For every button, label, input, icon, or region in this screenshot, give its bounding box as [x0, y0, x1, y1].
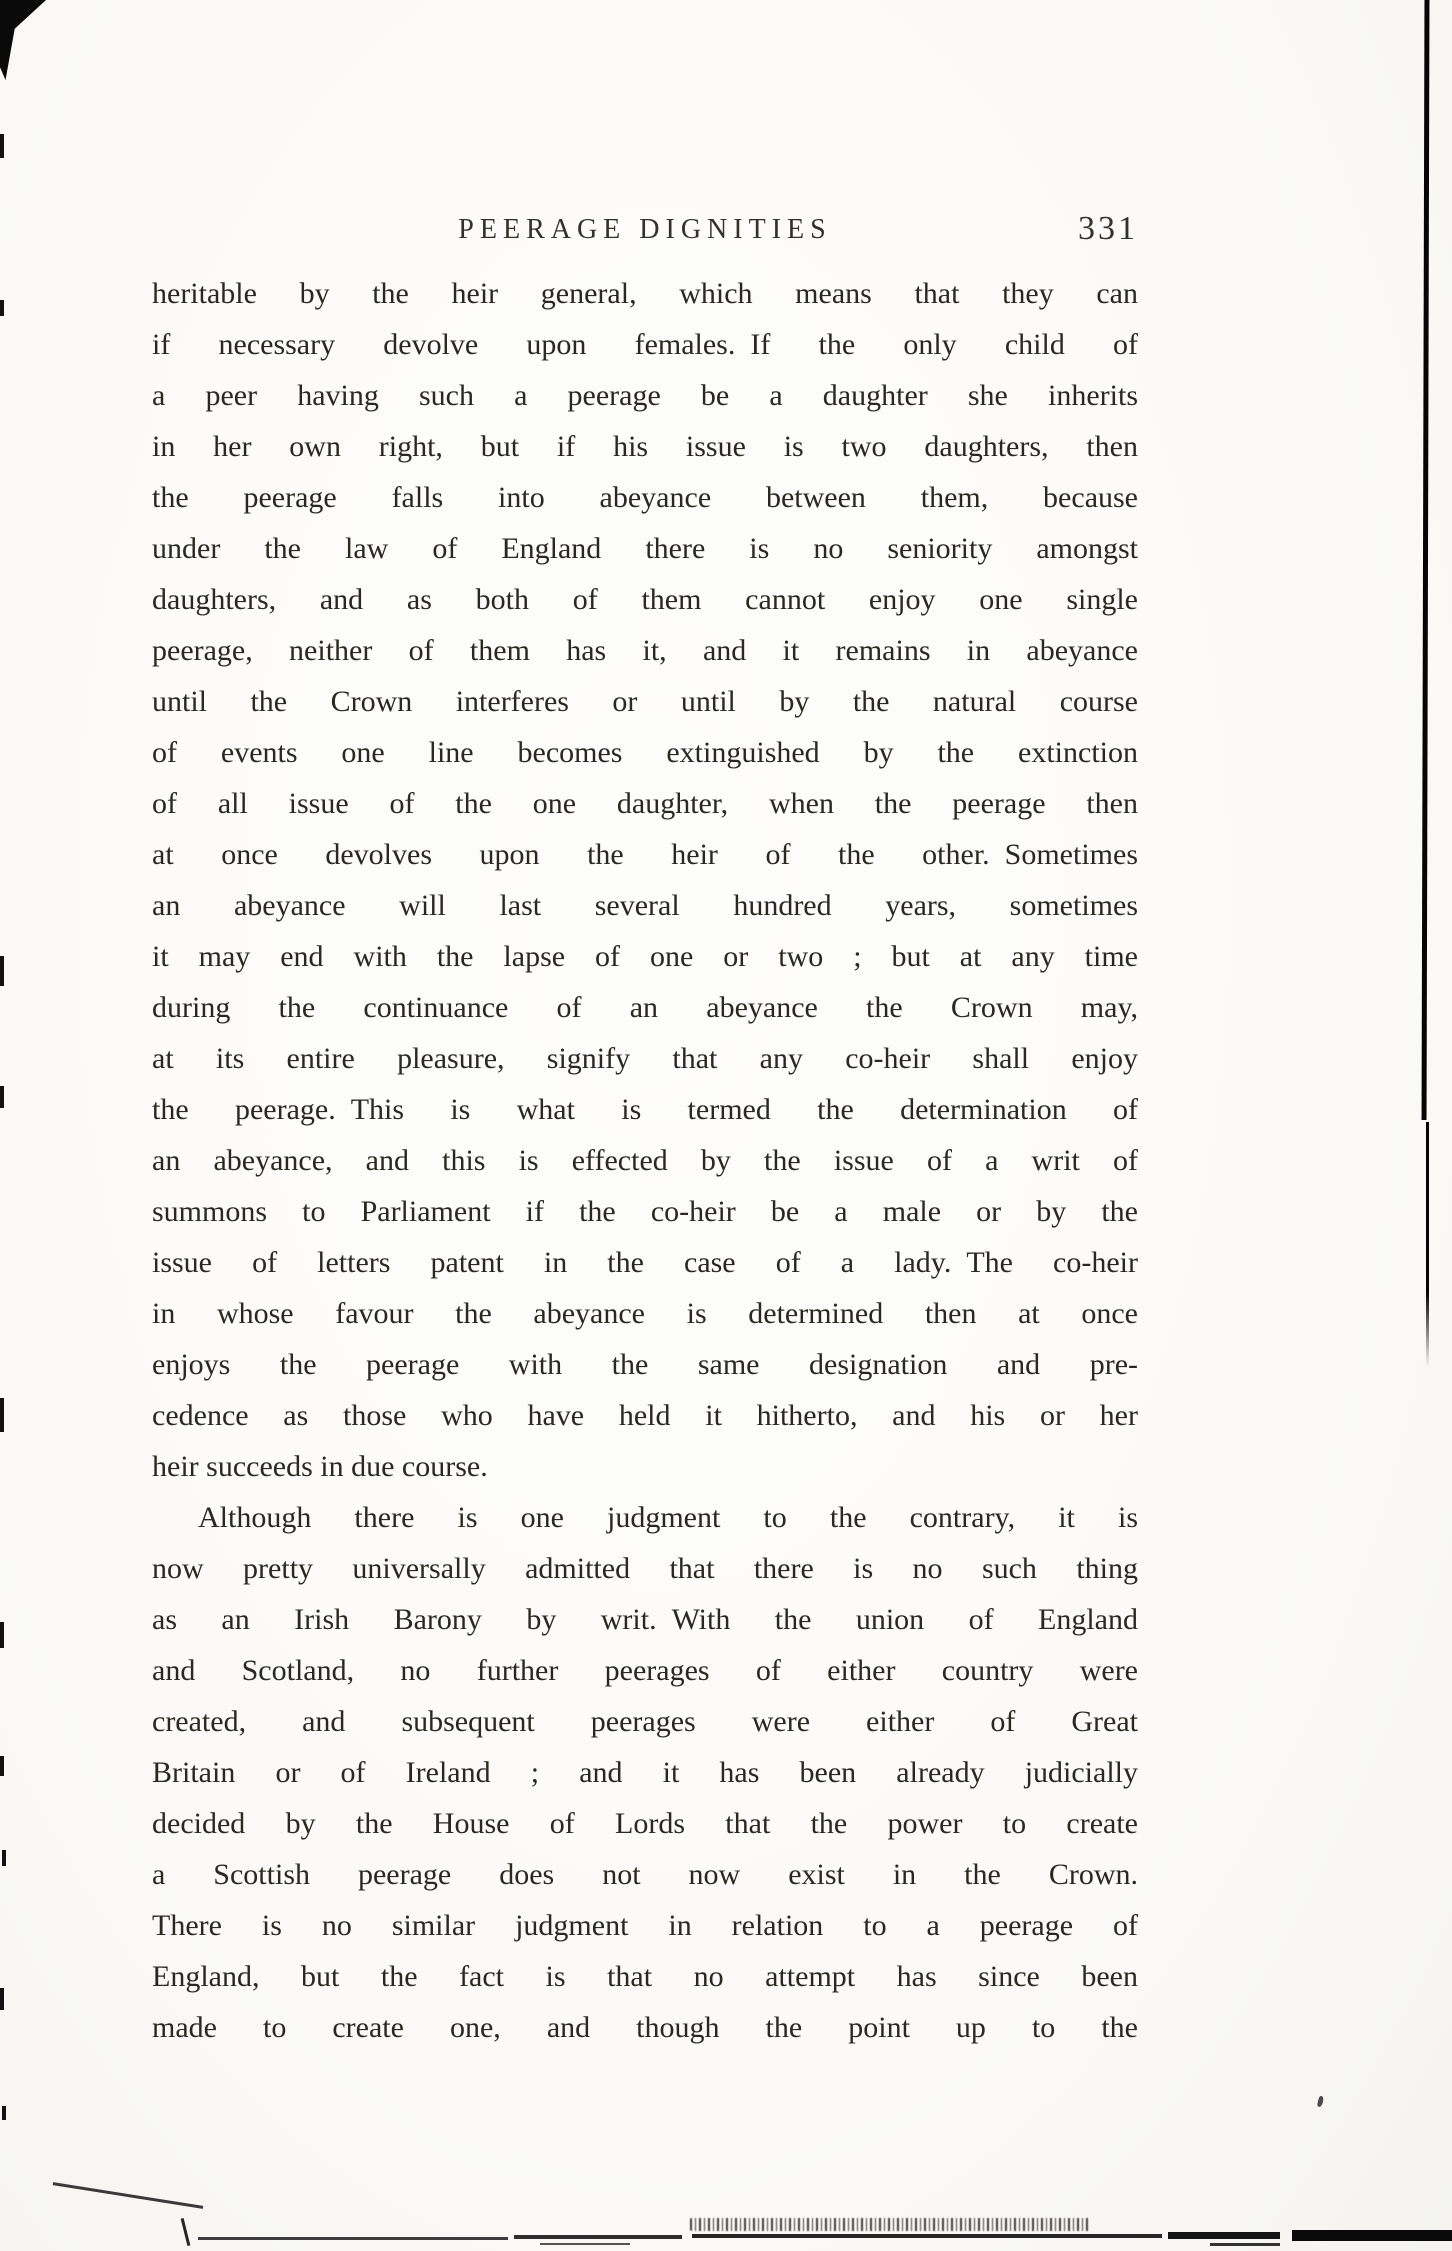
text-line: issue of letters patent in the case of a lady. The co-heir [152, 1246, 1138, 1279]
scan-bottom-hook-mark [181, 2218, 191, 2246]
text-line: as an Irish Barony by writ. With the union of England [152, 1603, 1138, 1636]
text-line: in her own right, but if his issue is two daughters, then [152, 430, 1138, 463]
text-line: summons to Parliament if the co-heir be a male or by the [152, 1195, 1138, 1228]
scan-book-edge-line [1422, 0, 1430, 1120]
body-text [152, 268, 1138, 2053]
text-line: cedence as those who have held it hitherto, and his or her [152, 1399, 1138, 1432]
scan-bottom-text-smudge [690, 2218, 1090, 2231]
text-line: of events one line becomes extinguished by the extinction [152, 736, 1138, 769]
scan-bottom-line-segment [514, 2235, 682, 2239]
text-line: a peer having such a peerage be a daughter she inherits [152, 379, 1138, 412]
scan-bottom-line-segment [1292, 2230, 1452, 2241]
text-line: at once devolves upon the heir of the other. Sometimes [152, 838, 1138, 871]
text-line: it may end with the lapse of one or two ; but at any time [152, 940, 1138, 973]
page-number: 331 [1078, 210, 1138, 247]
text-line: Britain or of Ireland ; and it has been already judicially [152, 1756, 1138, 1789]
text-line: if necessary devolve upon females. If the only child of [152, 328, 1138, 361]
text-line: daughters, and as both of them cannot enjoy one single [152, 583, 1138, 616]
text-line: a Scottish peerage does not now exist in the Crown. [152, 1858, 1138, 1891]
scan-margin-tick [0, 1622, 4, 1648]
text-line: There is no similar judgment in relation to a peerage of [152, 1909, 1138, 1942]
text-line: created, and subsequent peerages were either of Great [152, 1705, 1138, 1738]
text-line: England, but the fact is that no attempt has since been [152, 1960, 1138, 1993]
text-line: an abeyance will last several hundred years, sometimes [152, 889, 1138, 922]
text-line: made to create one, and though the point up to the [152, 2011, 1138, 2044]
scan-margin-tick [2, 2106, 6, 2120]
scan-bottom-line-segment [540, 2243, 630, 2245]
scan-bottom-line-segment [1168, 2232, 1280, 2239]
scan-margin-tick [0, 134, 4, 158]
text-line: now pretty universally admitted that there is no such thing [152, 1552, 1138, 1585]
scan-bottom-line-segment [198, 2237, 508, 2240]
text-line: enjoys the peerage with the same designation and pre- [152, 1348, 1138, 1381]
text-line: heir succeeds in due course. [152, 1450, 488, 1483]
text-line: under the law of England there is no seniority amongst [152, 532, 1138, 565]
scan-margin-tick [0, 1398, 4, 1432]
header-title: PEERAGE DIGNITIES [458, 214, 832, 245]
scan-margin-tick [0, 1756, 4, 1776]
text-line: at its entire pleasure, signify that any co-heir shall enjoy [152, 1042, 1138, 1075]
text-line: in whose favour the abeyance is determined then at once [152, 1297, 1138, 1330]
scan-book-edge-line-fade [1426, 1122, 1429, 1367]
text-line: of all issue of the one daughter, when the peerage then [152, 787, 1138, 820]
scan-margin-tick [0, 956, 4, 986]
scan-mark-corner-wedge [0, 0, 46, 80]
text-line: Although there is one judgment to the contrary, it is [198, 1501, 1138, 1534]
scan-bottom-line-segment [692, 2234, 1162, 2238]
text-line: the peerage falls into abeyance between them, because [152, 481, 1138, 514]
text-line: until the Crown interferes or until by the natural course [152, 685, 1138, 718]
scan-margin-tick [0, 1086, 4, 1108]
scan-margin-tick [0, 300, 4, 316]
text-line: decided by the House of Lords that the power to create [152, 1807, 1138, 1840]
text-line: heritable by the heir general, which means that they can [152, 277, 1138, 310]
running-header [152, 210, 1138, 260]
text-line: peerage, neither of them has it, and it remains in abeyance [152, 634, 1138, 667]
page-content [152, 210, 1138, 2053]
scan-margin-tick [2, 1850, 6, 1866]
scan-bottom-line-segment [1210, 2243, 1280, 2246]
scan-bottom-diagonal-mark [53, 2182, 204, 2209]
text-line: during the continuance of an abeyance the Crown may, [152, 991, 1138, 1024]
scan-ink-speck [1317, 2096, 1325, 2108]
text-line: the peerage. This is what is termed the determination of [152, 1093, 1138, 1126]
scan-margin-tick [0, 1988, 4, 2010]
text-line: an abeyance, and this is effected by the issue of a writ of [152, 1144, 1138, 1177]
text-line: and Scotland, no further peerages of either country were [152, 1654, 1138, 1687]
